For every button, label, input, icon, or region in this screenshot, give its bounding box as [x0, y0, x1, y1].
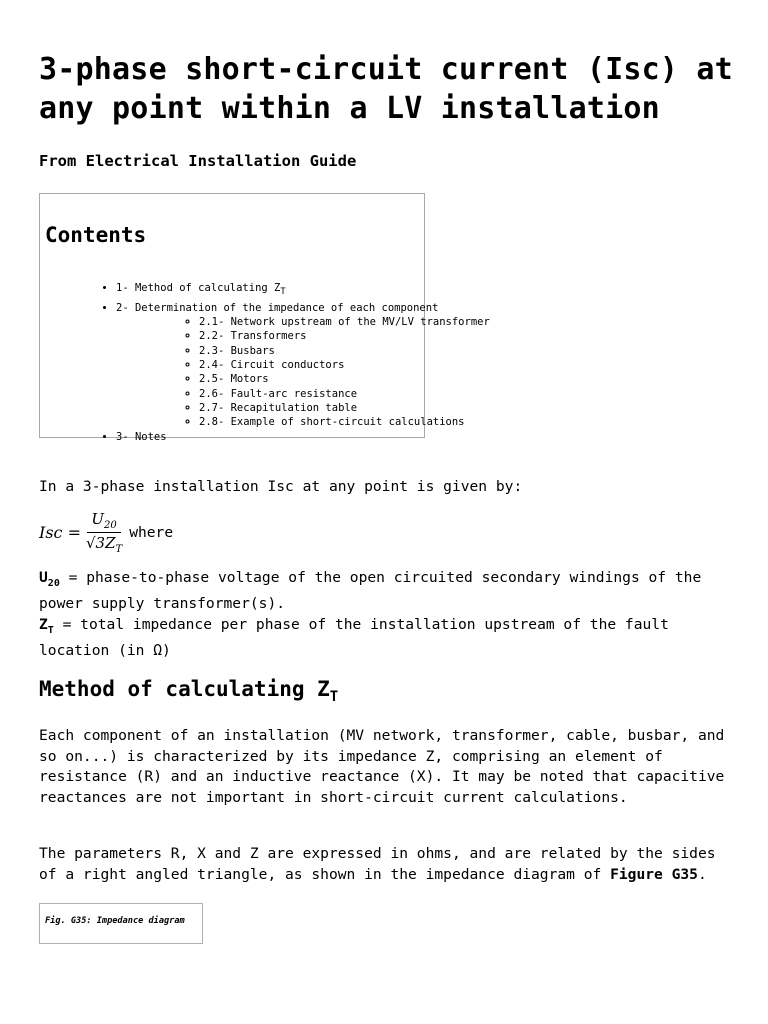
isc-formula: [39, 508, 173, 556]
page-title: 3-phase short-circuit current (Isc) at any point within a LV installation: [39, 52, 733, 126]
contents-subitem[interactable]: ◦ 2.8- Example of short-circuit calculations: [199, 415, 490, 429]
definitions: [39, 568, 739, 662]
paragraph-components: Each component of an installation (MV network, transformer, cable, busbar, and so on...) is characterized by its impedance Z, comprising an element of resistance (R) and an inductive reactance (X). It may be noted that capacitive reactances are not important in short-circuit current calculations.: [39, 727, 725, 806]
formula-lhs: Isc =: [39, 522, 81, 542]
contents-subitem[interactable]: ◦ 2.7- Recapitulation table: [199, 401, 490, 415]
contents-subgroup: [116, 315, 490, 429]
intro-text: In a 3-phase installation Isc at any point is given by:: [39, 478, 523, 495]
definition-zt: $Z_T$ = total impedance per phase of the installation upstream of the fault location (in Ω): [39, 615, 669, 660]
figure-caption: Fig. G35: Impedance diagram: [45, 916, 185, 926]
contents-subitem[interactable]: ◦ 2.3- Busbars: [199, 344, 490, 358]
contents-sublist: [159, 315, 490, 429]
figure-g35: [39, 903, 203, 944]
contents-subitem[interactable]: ◦ 2.4- Circuit conductors: [199, 358, 490, 372]
formula-where: where: [129, 523, 174, 541]
contents-subitem[interactable]: ◦ 2.6- Fault-arc resistance: [199, 387, 490, 401]
contents-subitem[interactable]: ◦ 2.2- Transformers: [199, 329, 490, 343]
contents-subitem[interactable]: ◦ 2.5- Motors: [199, 372, 490, 386]
source-line: From Electrical Installation Guide: [39, 152, 357, 170]
formula-expression: [39, 510, 122, 555]
contents-subitem[interactable]: ◦ 2.1- Network upstream of the MV/LV transformer: [199, 315, 490, 329]
section-heading: Method of calculating $Z_T$: [39, 677, 339, 706]
paragraph-parameters: The parameters R, X and Z are expressed in ohms, and are related by the sides of a right angled triangle, as shown in the impedance diagram of Figure G35.: [39, 845, 716, 883]
formula-fraction: [86, 510, 122, 555]
contents-item-1[interactable]: • 1- Method of calculating $Z_T$: [116, 281, 490, 299]
formula-numerator: $U_{20}$: [87, 510, 120, 533]
figure-link[interactable]: Figure G35: [610, 865, 698, 883]
contents-item-3[interactable]: • 3- Notes: [116, 430, 490, 444]
contents-item-2[interactable]: • 2- Determination of the impedance of each component: [116, 301, 490, 315]
formula-denominator: $√3Z_T$: [85, 533, 123, 555]
contents-list: [76, 281, 490, 444]
definition-u20: $U_{20}$ = phase-to-phase voltage of the open circuited secondary windings of the power supply transformer(s).: [39, 569, 702, 613]
contents-heading: Contents: [45, 223, 147, 247]
